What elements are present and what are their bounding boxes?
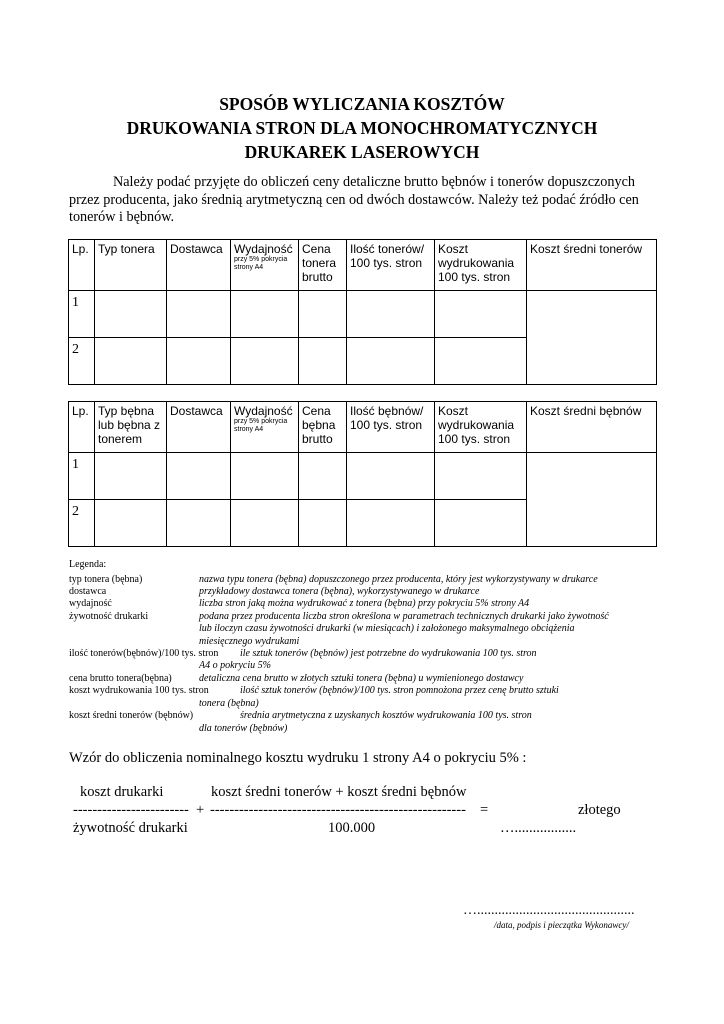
drum-cell[interactable] xyxy=(435,500,527,547)
drum-header-supplier: Dostawca xyxy=(167,402,231,453)
formula-currency: złotego xyxy=(578,802,621,818)
formula-numerator-left: koszt drukarki xyxy=(80,784,164,800)
intro-text: Należy podać przyjęte do obliczeń ceny detaliczne brutto bębnów i tonerów dopuszczonych przez producenta, jako średnią arytmetyczną cen od dwóch dostawców. Należy też podać źródło cen tonerów i bębnów. xyxy=(69,174,639,225)
drum-header-avg: Koszt średni bębnów xyxy=(527,402,657,453)
legend-definition: detaliczna cena brutto w złotych sztuki tonera (bębna) u wymienionego dostawcy xyxy=(199,673,524,684)
toner-header-supplier: Dostawca xyxy=(167,240,231,291)
toner-cell[interactable] xyxy=(95,338,167,385)
legend-definition: tonera (bębna) xyxy=(199,698,259,709)
toner-cell[interactable] xyxy=(167,338,231,385)
toner-header-qty: Ilość tonerów/ 100 tys. stron xyxy=(347,240,435,291)
toner-cell[interactable] xyxy=(347,338,435,385)
legend-term: wydajność xyxy=(69,598,112,609)
drum-cell[interactable] xyxy=(167,453,231,500)
drum-cell[interactable] xyxy=(435,453,527,500)
signature-caption: /data, podpis i pieczątka Wykonawcy/ xyxy=(494,920,629,930)
title-line-3: DRUKAREK LASEROWYCH xyxy=(244,142,480,162)
toner-header-type: Typ tonera xyxy=(95,240,167,291)
drum-cell[interactable] xyxy=(347,500,435,547)
formula-fraction-line-left: ------------------------ xyxy=(73,802,189,818)
toner-header-price: Cena tonera brutto xyxy=(299,240,347,291)
toner-yield-label: Wydajność xyxy=(234,242,293,256)
document-title xyxy=(0,92,724,164)
toner-header-cost: Koszt wydrukowania 100 tys. stron xyxy=(435,240,527,291)
drum-row-1-lp: 1 xyxy=(69,453,95,500)
legend-term: cena brutto tonera(bębna) xyxy=(69,673,172,684)
formula-result-field[interactable]: …................. xyxy=(500,820,577,836)
drum-avg-cell[interactable] xyxy=(527,453,657,547)
legend-term: koszt wydrukowania 100 tys. stron xyxy=(69,685,209,696)
toner-cell[interactable] xyxy=(231,338,299,385)
drum-cell[interactable] xyxy=(167,500,231,547)
legend-term: żywotność drukarki xyxy=(69,611,149,622)
toner-row-2-lp: 2 xyxy=(69,338,95,385)
toner-header-lp: Lp. xyxy=(69,240,95,291)
drum-row-2-lp: 2 xyxy=(69,500,95,547)
drum-header-price: Cena bębna brutto xyxy=(299,402,347,453)
toner-row-1-lp: 1 xyxy=(69,291,95,338)
drum-yield-label: Wydajność xyxy=(234,404,293,418)
intro-paragraph xyxy=(69,174,659,227)
drum-header-lp: Lp. xyxy=(69,402,95,453)
drum-cell[interactable] xyxy=(95,453,167,500)
drum-cell[interactable] xyxy=(231,500,299,547)
toner-yield-note: przy 5% pokrycia strony A4 xyxy=(234,256,288,271)
legend-term: dostawca xyxy=(69,586,107,597)
drum-header-cost: Koszt wydrukowania 100 tys. stron xyxy=(435,402,527,453)
legend-term: koszt średni tonerów (bębnów) xyxy=(69,710,194,721)
toner-cell[interactable] xyxy=(347,291,435,338)
legend-definition: podana przez producenta liczba stron określona w parametrach technicznych drukarki jako żywotność xyxy=(199,611,609,622)
drum-cell[interactable] xyxy=(299,500,347,547)
toner-cell[interactable] xyxy=(435,338,527,385)
drum-cell[interactable] xyxy=(95,500,167,547)
formula-denominator-left: żywotność drukarki xyxy=(73,820,188,836)
legend-definition: ile sztuk tonerów (bębnów) jest potrzebne do wydrukowania 100 tys. stron xyxy=(240,648,537,659)
formula-title: Wzór do obliczenia nominalnego kosztu wydruku 1 strony A4 o pokryciu 5% : xyxy=(69,750,527,766)
title-line-1: SPOSÓB WYLICZANIA KOSZTÓW xyxy=(219,94,505,114)
toner-cell[interactable] xyxy=(167,291,231,338)
formula-fraction-line-right: ----------------------------------------------------- xyxy=(210,802,466,818)
toner-cell[interactable] xyxy=(299,291,347,338)
drum-table xyxy=(68,401,657,547)
formula-denominator-right: 100.000 xyxy=(328,820,376,836)
legend-term: ilość tonerów(bębnów)/100 tys. stron xyxy=(69,648,219,659)
toner-cell[interactable] xyxy=(95,291,167,338)
legend-definition: dla tonerów (bębnów) xyxy=(199,723,288,734)
legend-definition: lub iloczyn czasu żywotności drukarki (w miesiącach) i założonego maksymalnego obciążenia xyxy=(199,623,575,634)
toner-cell[interactable] xyxy=(231,291,299,338)
legend-definition: miesięcznego wydrukami xyxy=(199,636,300,647)
legend-definition: liczba stron jaką można wydrukować z tonera (bębna) przy pokryciu 5% strony A4 xyxy=(199,598,530,609)
legend-term: typ tonera (bębna) xyxy=(69,574,143,585)
toner-cell[interactable] xyxy=(435,291,527,338)
drum-header-qty: Ilość bębnów/ 100 tys. stron xyxy=(347,402,435,453)
drum-cell[interactable] xyxy=(299,453,347,500)
formula-numerator-right: koszt średni tonerów + koszt średni bębnów xyxy=(211,784,467,800)
legend-definition: ilość sztuk tonerów (bębnów)/100 tys. stron pomnożona przez cenę brutto sztuki xyxy=(240,685,559,696)
toner-table xyxy=(68,239,657,385)
legend-definition: średnia arytmetyczna z uzyskanych kosztów wydrukowania 100 tys. stron xyxy=(240,710,532,721)
toner-cell[interactable] xyxy=(299,338,347,385)
toner-header-yield xyxy=(231,240,299,291)
legend-heading: Legenda: xyxy=(69,559,107,570)
legend-definition: nazwa typu tonera (bębna) dopuszczonego przez producenta, który jest wykorzystywany w drukarce xyxy=(199,574,598,585)
legend-definition: A4 o pokryciu 5% xyxy=(199,660,271,671)
drum-yield-note: przy 5% pokrycia strony A4 xyxy=(234,418,288,433)
title-line-2: DRUKOWANIA STRON DLA MONOCHROMATYCZNYCH xyxy=(126,118,598,138)
formula-equals-sign: = xyxy=(480,802,489,818)
drum-header-type: Typ bębna lub bębna z tonerem xyxy=(95,402,167,453)
drum-header-yield xyxy=(231,402,299,453)
signature-line[interactable]: …............................................. xyxy=(463,903,635,918)
toner-header-avg: Koszt średni tonerów xyxy=(527,240,657,291)
drum-cell[interactable] xyxy=(347,453,435,500)
toner-avg-cell[interactable] xyxy=(527,291,657,385)
legend-definition: przykładowy dostawca tonera (bębna), wykorzystywanego w drukarce xyxy=(199,586,480,597)
formula-plus-sign: + xyxy=(196,802,205,818)
drum-cell[interactable] xyxy=(231,453,299,500)
